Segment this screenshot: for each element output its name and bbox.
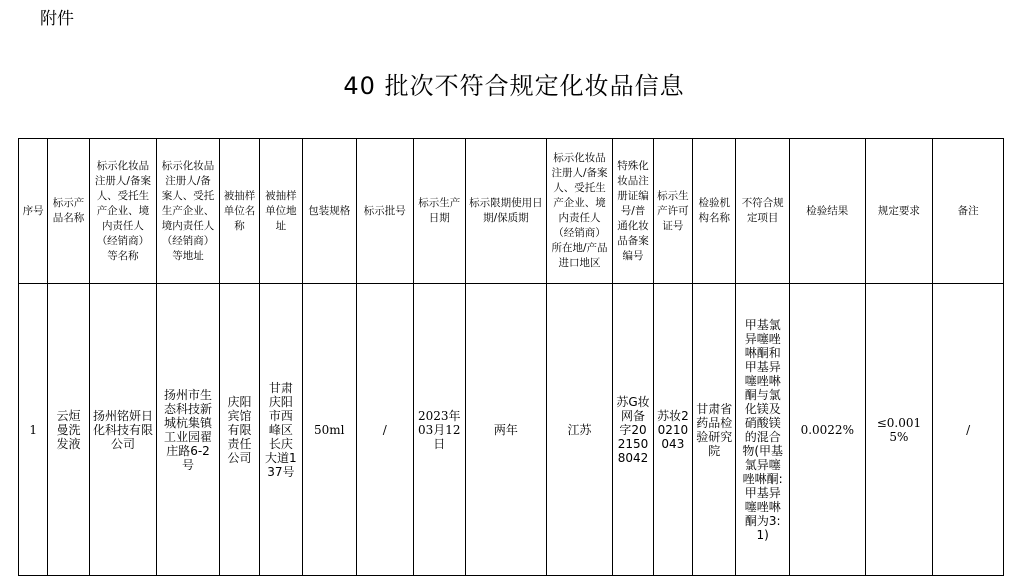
header-cell: 检验结果 (789, 139, 865, 284)
cell-production-date: 2023年03月12日 (413, 284, 465, 576)
header-cell: 不符合规定项目 (736, 139, 789, 284)
header-cell: 标示限期使用日期/保质期 (466, 139, 547, 284)
header-cell: 检验机构名称 (693, 139, 736, 284)
cell-sampled-unit-name: 庆阳宾馆有限责任公司 (219, 284, 259, 576)
header-cell: 被抽样单位名称 (219, 139, 259, 284)
cell-registration-number: 苏G妆网备字2021508042 (613, 284, 653, 576)
header-cell: 标示批号 (357, 139, 414, 284)
table-header-row (19, 139, 1004, 284)
cell-registrant-name: 扬州铭妍日化科技有限公司 (89, 284, 157, 576)
attachment-label: 附件 (40, 9, 74, 29)
cell-requirement: ≤0.0015% (865, 284, 933, 576)
header-cell: 包装规格 (302, 139, 356, 284)
cell-package-spec: 50ml (302, 284, 356, 576)
cell-license-number: 苏妆20210043 (653, 284, 692, 576)
cell-remarks: / (933, 284, 1004, 576)
header-cell: 序号 (19, 139, 48, 284)
cell-registrant-address: 扬州市生态科技新城杭集镇工业园翟庄路6-2号 (157, 284, 220, 576)
header-cell: 标示化妆品注册人/备案人、受托生产企业、境内责任人（经销商）等名称 (89, 139, 157, 284)
table-row (19, 284, 1004, 576)
cell-seq: 1 (19, 284, 48, 576)
cell-test-result: 0.0022% (789, 284, 865, 576)
header-cell: 标示化妆品注册人/备案人、受托生产企业、境内责任人（经销商）所在地/产品进口地区 (546, 139, 613, 284)
header-cell: 标示生产许可证号 (653, 139, 692, 284)
cell-shelf-life: 两年 (466, 284, 547, 576)
cell-product-name: 云烜曼洗发液 (48, 284, 89, 576)
page-title: 40 批次不符合规定化妆品信息 (343, 72, 685, 100)
cell-region: 江苏 (546, 284, 613, 576)
header-cell: 特殊化妆品注册证编号/普通化妆品备案编号 (613, 139, 653, 284)
header-cell: 规定要求 (865, 139, 933, 284)
header-cell: 被抽样单位地址 (260, 139, 302, 284)
header-cell: 标示产品名称 (48, 139, 89, 284)
cosmetics-table (18, 138, 1004, 576)
cell-nonconforming-item: 甲基氯异噻唑啉酮和甲基异噻唑啉酮与氯化镁及硝酸镁的混合物(甲基氯异噻唑啉酮:甲基异噻唑啉酮为3:1) (736, 284, 789, 576)
cell-batch-number: / (357, 284, 414, 576)
header-cell: 标示生产日期 (413, 139, 465, 284)
header-cell: 标示化妆品注册人/备案人、受托生产企业、境内责任人（经销商）等地址 (157, 139, 220, 284)
cell-sampled-unit-address: 甘肃庆阳市西峰区长庆大道137号 (260, 284, 302, 576)
header-cell: 备注 (933, 139, 1004, 284)
cell-inspection-agency: 甘肃省药品检验研究院 (693, 284, 736, 576)
